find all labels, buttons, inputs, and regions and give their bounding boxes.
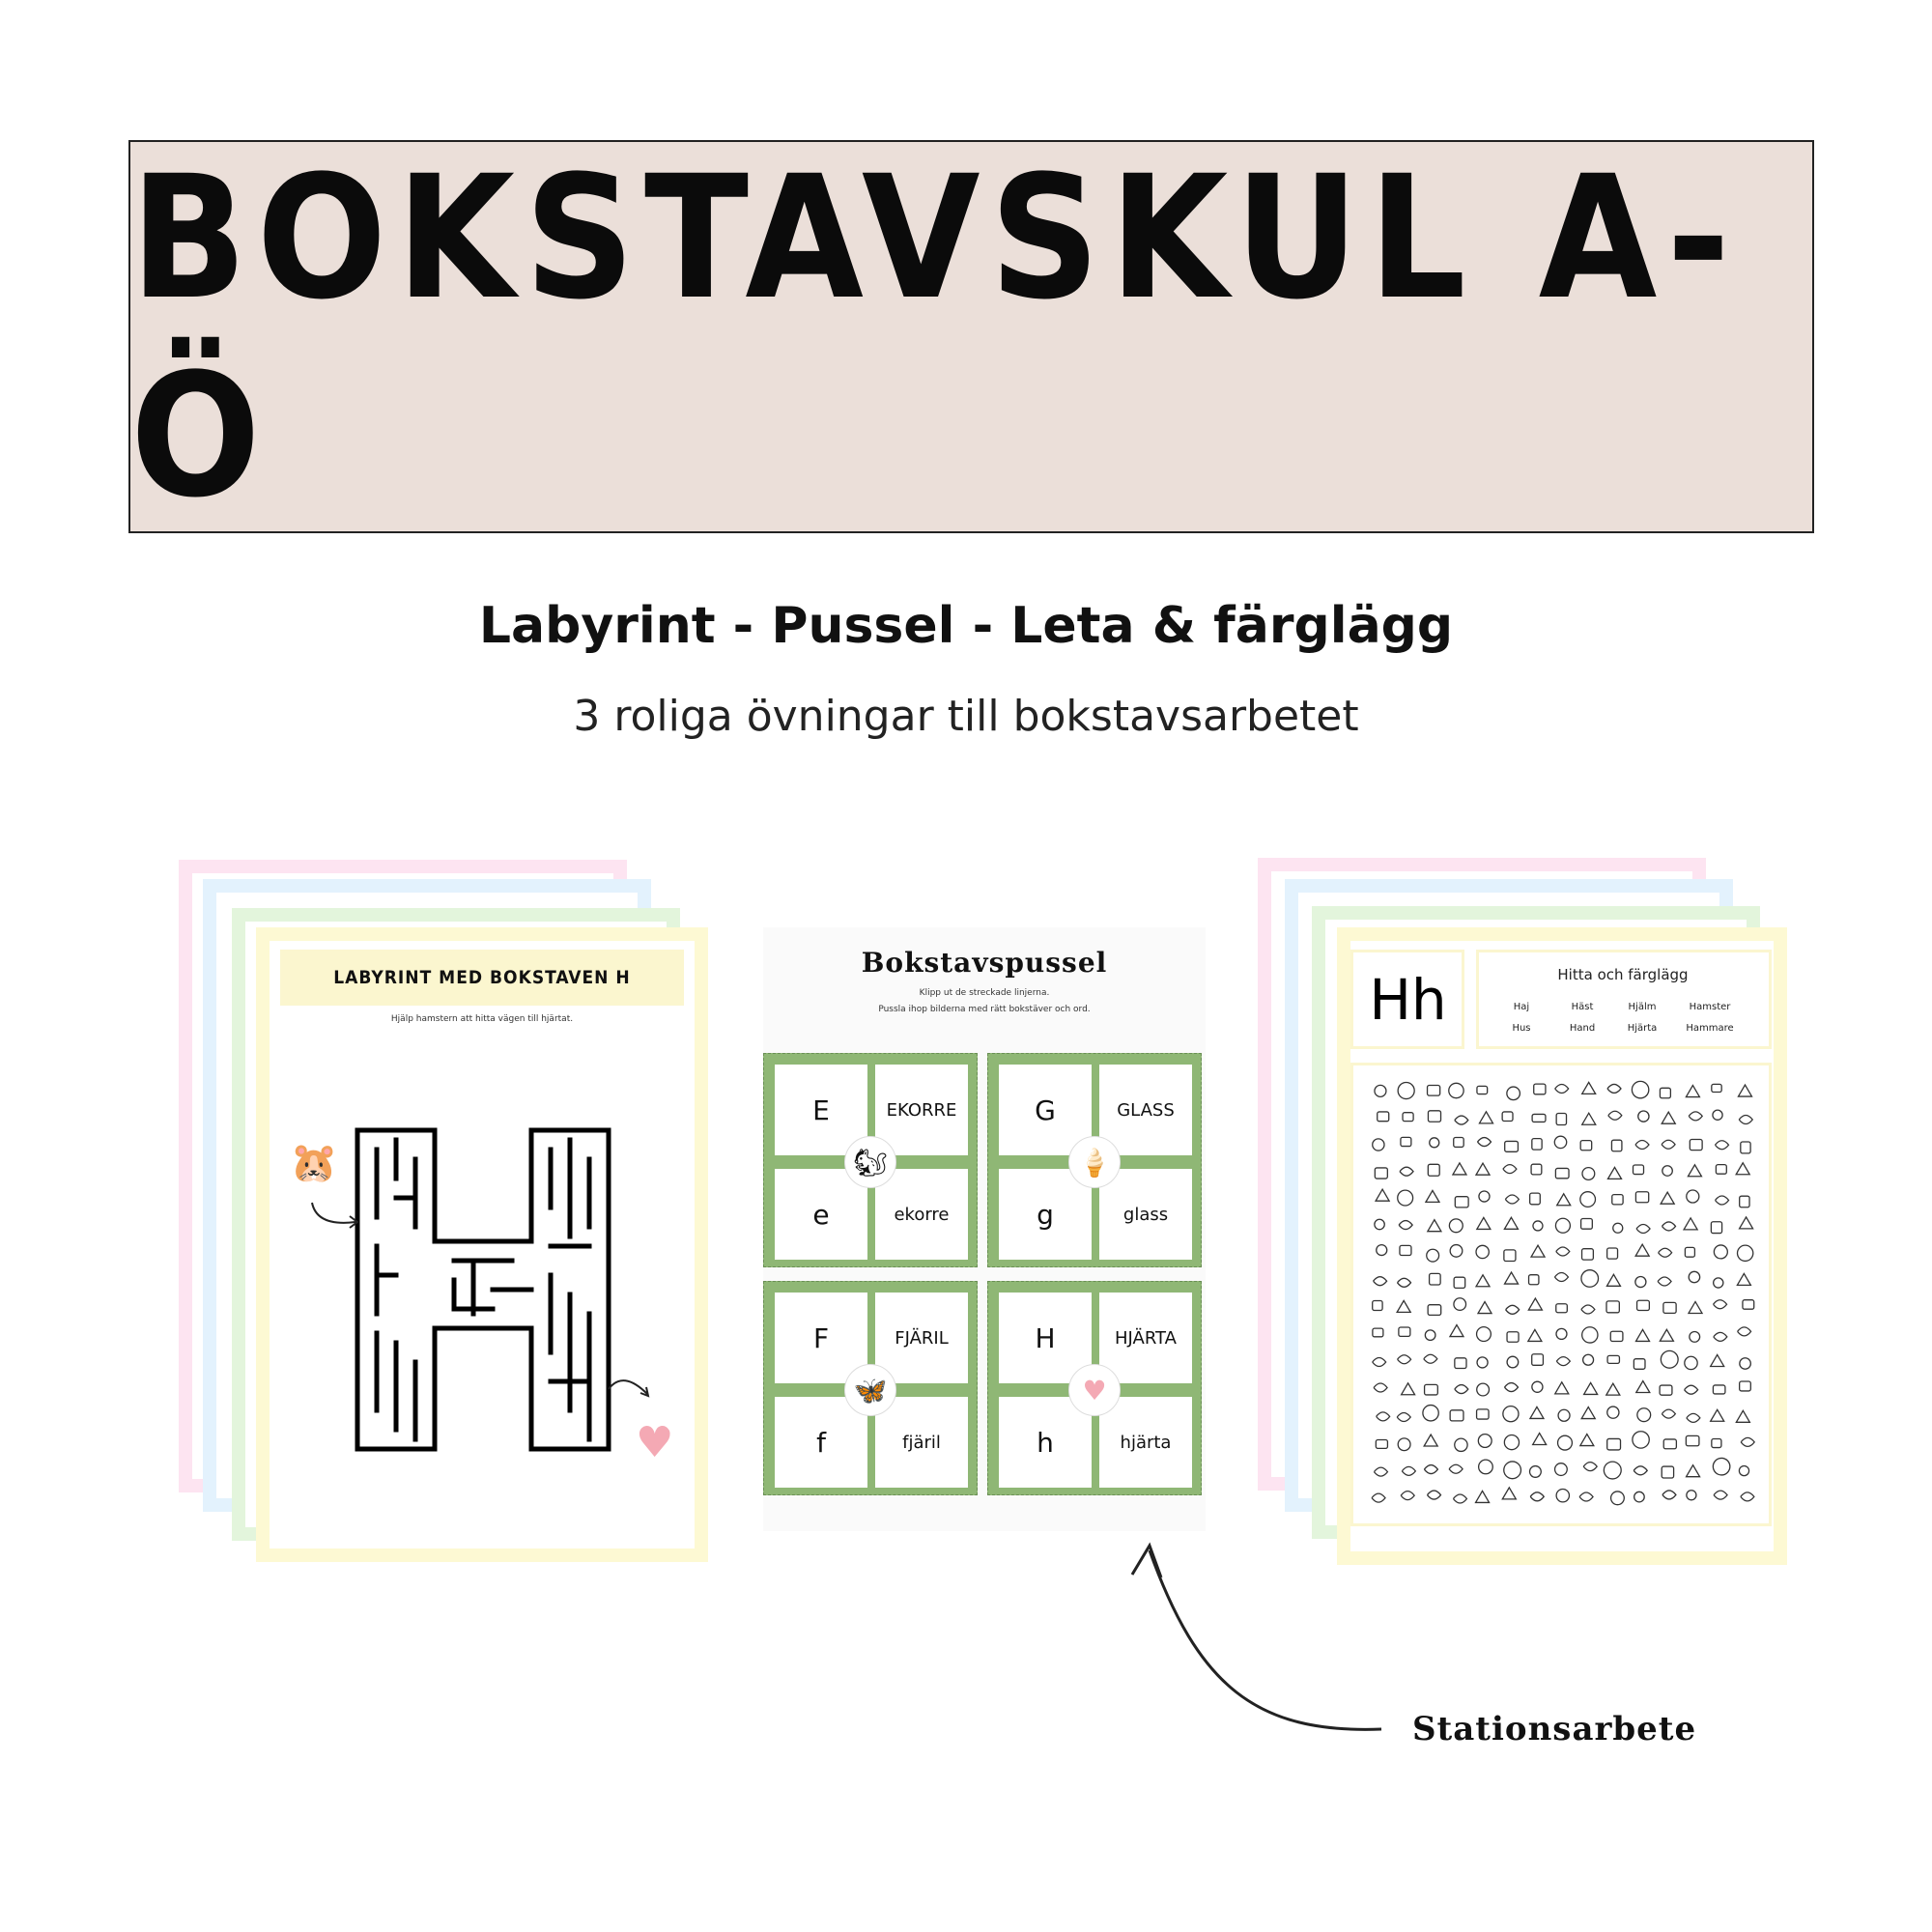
doodle-shape [1376, 1189, 1389, 1201]
doodle-shape [1736, 1163, 1749, 1175]
doodle-shape [1554, 1273, 1568, 1282]
doodle-shape [1532, 1139, 1542, 1151]
doodle-shape [1397, 1412, 1410, 1421]
card-lower-word: hjärta [1099, 1397, 1192, 1488]
doodle-shape [1424, 1465, 1437, 1474]
doodle-shape [1373, 1301, 1382, 1311]
card-upper-word: FJÄRIL [875, 1293, 968, 1383]
doodle-shape [1583, 1463, 1597, 1471]
doodle-shape [1740, 1217, 1753, 1229]
maze-header: LABYRINT MED BOKSTAVEN H [280, 950, 684, 1006]
doodle-shape [1580, 1435, 1594, 1446]
doodle-shape [1505, 1195, 1519, 1204]
doodle-shape [1580, 1192, 1596, 1208]
doodle-shape [1455, 1438, 1467, 1451]
doodle-shape [1507, 1087, 1520, 1100]
doodle-shape [1635, 1192, 1648, 1203]
card-upper-letter: E [775, 1065, 867, 1155]
doodle-shape [1741, 1437, 1754, 1446]
doodle-shape [1635, 1140, 1649, 1149]
doodle-shape [1504, 1383, 1518, 1392]
doodle-shape [1581, 1219, 1593, 1230]
doodle-shape [1686, 1435, 1699, 1445]
doodle-shape [1375, 1085, 1386, 1096]
doodle-shape [1555, 1085, 1569, 1094]
doodle-shape [1662, 1222, 1676, 1231]
doodle-shape [1661, 1350, 1678, 1368]
doodle-shape [1455, 1385, 1468, 1394]
doodle-shape [1502, 1488, 1516, 1499]
doodle-shape [1662, 1112, 1675, 1123]
doodle-shape [1476, 1491, 1490, 1502]
doodle-shape [1689, 1271, 1699, 1282]
doodle-shape [1716, 1196, 1729, 1205]
doodle-shape [1507, 1356, 1519, 1368]
doodle-shape [1376, 1439, 1387, 1448]
doodle-shape [1611, 1492, 1625, 1505]
maze-instruction: Hjälp hamstern att hitta vägen till hjärtat. [390, 1014, 574, 1024]
doodle-shape [1690, 1139, 1702, 1150]
doodle-shape [1738, 1085, 1751, 1096]
doodle-shape [1662, 1466, 1673, 1478]
doodle-shape [1556, 1357, 1570, 1366]
doodle-shape [1426, 1190, 1439, 1202]
butterfly-icon: 🦋 [844, 1364, 896, 1416]
puzzle-instruction-2: Pussla ihop bilderna med rätt bokstäver och ord. [878, 1005, 1091, 1014]
doodle-shape [1476, 1163, 1490, 1175]
word-hamster: Hamster [1689, 1002, 1731, 1012]
doodle-shape [1455, 1116, 1468, 1124]
doodle-shape [1530, 1492, 1544, 1501]
doodle-shape [1375, 1219, 1384, 1229]
doodle-shape [1685, 1385, 1698, 1394]
doodle-shape [1738, 1245, 1753, 1261]
doodle-shape [1715, 1141, 1728, 1150]
doodle-shape [1687, 1413, 1700, 1422]
doodle-shape [1581, 1305, 1595, 1314]
doodle-shape [1373, 1357, 1386, 1366]
doodle-shape [1741, 1142, 1750, 1153]
doodle-shape [1529, 1275, 1539, 1285]
doodle-shape [1450, 1325, 1463, 1337]
doodle-shape [1662, 1491, 1676, 1499]
hamster-icon: 🐹 [290, 1141, 338, 1185]
doodle-shape [1685, 1356, 1697, 1369]
doodle-shape [1579, 1492, 1593, 1501]
doodle-shape [1612, 1195, 1623, 1205]
title-banner [128, 140, 1814, 533]
word-hus: Hus [1512, 1023, 1531, 1034]
doodle-shape [1558, 1435, 1573, 1450]
doodle-shape [1582, 1249, 1594, 1260]
doodle-shape [1399, 1327, 1410, 1336]
doodle-shape [1606, 1274, 1620, 1286]
card-lower-letter: e [775, 1169, 867, 1260]
doodle-shape [1634, 1492, 1645, 1502]
doodle-shape [1504, 1435, 1519, 1450]
hidden-pictures-doodle [1364, 1074, 1760, 1517]
doodle-shape [1398, 1438, 1410, 1451]
doodle-shape [1632, 1081, 1648, 1097]
doodle-shape [1373, 1139, 1384, 1151]
doodle-shape [1689, 1112, 1702, 1121]
doodle-shape [1398, 1278, 1411, 1287]
tagline: 3 roliga övningar till bokstavsarbetet [573, 692, 1359, 741]
doodle-shape [1476, 1275, 1490, 1287]
doodle-shape [1532, 1381, 1543, 1392]
doodle-shape [1713, 1458, 1729, 1474]
doodle-shape [1712, 1439, 1721, 1448]
doodle-shape [1660, 1385, 1672, 1395]
puzzle-title: Bokstavspussel [861, 947, 1108, 979]
word-hand: Hand [1569, 1023, 1596, 1034]
doodle-shape [1607, 1248, 1618, 1259]
doodle-shape [1402, 1466, 1415, 1475]
doodle-shape [1428, 1111, 1440, 1122]
doodle-shape [1581, 1407, 1595, 1419]
doodle-shape [1584, 1382, 1598, 1394]
doodle-shape [1427, 1249, 1439, 1262]
doodle-shape [1374, 1277, 1387, 1286]
doodle-shape [1556, 1328, 1567, 1339]
doodle-shape [1606, 1301, 1619, 1313]
doodle-shape [1375, 1168, 1387, 1179]
doodle-shape [1532, 1354, 1544, 1366]
doodle-shape [1583, 1354, 1594, 1365]
doodle-shape [1533, 1434, 1547, 1445]
card-upper-word: EKORRE [875, 1065, 968, 1155]
doodle-shape [1635, 1244, 1649, 1256]
doodle-shape [1449, 1219, 1463, 1233]
doodle-shape [1377, 1245, 1387, 1256]
doodle-shape [1455, 1358, 1466, 1369]
doodle-shape [1634, 1359, 1645, 1370]
doodle-shape [1373, 1328, 1383, 1337]
doodle-shape [1531, 1245, 1545, 1257]
doodle-shape [1634, 1466, 1647, 1475]
doodle-shape [1663, 1439, 1676, 1449]
doodle-shape [1479, 1112, 1492, 1123]
doodle-shape [1662, 1140, 1675, 1149]
card-upper-word: GLASS [1099, 1065, 1192, 1155]
doodle-shape [1713, 1385, 1724, 1394]
doodle-shape [1554, 1136, 1566, 1148]
doodle-shape [1403, 1113, 1413, 1122]
doodle-shape [1425, 1384, 1438, 1395]
doodle-shape [1684, 1218, 1697, 1230]
doodle-shape [1689, 1301, 1702, 1313]
maze-graphic [285, 1121, 691, 1468]
doodle-shape [1661, 1192, 1674, 1204]
doodle-shape [1582, 1327, 1598, 1343]
doodle-shape [1425, 1330, 1435, 1341]
start-arrow-icon [307, 1198, 365, 1236]
card-upper-letter: H [999, 1293, 1092, 1383]
doodle-shape [1504, 1462, 1521, 1479]
doodle-shape [1454, 1138, 1463, 1148]
doodle-shape [1711, 1354, 1724, 1366]
doodle-shape [1503, 1406, 1519, 1422]
doodle-shape [1636, 1329, 1650, 1341]
doodle-shape [1714, 1245, 1727, 1259]
doodle-shape [1557, 1194, 1571, 1206]
doodle-shape [1479, 1191, 1490, 1202]
doodle-shape [1424, 1435, 1437, 1446]
doodle-shape [1477, 1138, 1491, 1147]
doodle-shape [1581, 1270, 1599, 1288]
hitta-title: Hitta och färglägg [1557, 966, 1689, 983]
doodle-shape [1636, 1224, 1650, 1233]
doodle-shape [1424, 1354, 1437, 1363]
doodle-shape [1739, 1465, 1748, 1475]
doodle-shape [1477, 1383, 1490, 1396]
squirrel-icon: 🐿 [844, 1136, 896, 1188]
card-upper-letter: G [999, 1065, 1092, 1155]
doodle-shape [1374, 1383, 1387, 1392]
doodle-shape [1658, 1277, 1671, 1286]
doodle-shape [1399, 1221, 1412, 1230]
doodle-shape [1449, 1464, 1463, 1473]
doodle-shape [1428, 1220, 1441, 1232]
doodle-shape [1533, 1221, 1543, 1231]
doodle-shape [1507, 1332, 1519, 1343]
card-upper-word: HJÄRTA [1099, 1293, 1192, 1383]
doodle-shape [1604, 1462, 1621, 1479]
doodle-shape [1477, 1086, 1488, 1094]
doodle-shape [1660, 1329, 1673, 1341]
doodle-shape [1477, 1217, 1491, 1229]
doodle-shape [1427, 1491, 1440, 1499]
doodle-shape [1531, 1164, 1542, 1175]
doodle-shape [1532, 1114, 1546, 1122]
doodle-shape [1398, 1355, 1411, 1364]
doodle-shape [1401, 1492, 1414, 1500]
doodle-shape [1690, 1331, 1700, 1342]
doodle-shape [1450, 1410, 1463, 1421]
doodle-shape [1608, 1111, 1622, 1120]
doodle-shape [1659, 1248, 1672, 1257]
doodle-shape [1686, 1086, 1699, 1097]
doodle-shape [1400, 1167, 1413, 1176]
doodle-shape [1449, 1083, 1463, 1097]
banner-title: BOKSTAVSKUL A-Ö [130, 138, 1740, 535]
doodle-shape [1502, 1112, 1513, 1122]
doodle-shape [1504, 1217, 1518, 1229]
doodle-shape [1634, 1165, 1644, 1175]
doodle-shape [1555, 1463, 1568, 1476]
stationsarbete-label: Stationsarbete [1412, 1710, 1697, 1748]
doodle-shape [1607, 1438, 1621, 1450]
doodle-shape [1556, 1114, 1566, 1125]
doodle-shape [1716, 1165, 1726, 1175]
doodle-shape [1505, 1272, 1519, 1284]
doodle-shape [1687, 1190, 1699, 1203]
card-lower-word: fjäril [875, 1397, 968, 1488]
doodle-shape [1714, 1300, 1727, 1309]
card-lower-letter: h [999, 1397, 1092, 1488]
doodle-shape [1423, 1406, 1438, 1421]
doodle-shape [1479, 1460, 1493, 1474]
doodle-shape [1397, 1300, 1410, 1312]
doodle-shape [1555, 1382, 1569, 1394]
doodle-shape [1454, 1277, 1465, 1288]
doodle-shape [1401, 1137, 1411, 1146]
doodle-shape [1428, 1305, 1441, 1316]
doodle-shape [1555, 1168, 1569, 1178]
doodle-shape [1714, 1278, 1723, 1288]
doodle-shape [1530, 1466, 1542, 1478]
doodle-shape [1398, 1190, 1413, 1206]
heart-icon: ♥ [1068, 1364, 1121, 1416]
doodle-shape [1582, 1082, 1596, 1094]
doodle-shape [1637, 1408, 1651, 1422]
card-lower-word: ekorre [875, 1169, 968, 1260]
doodle-shape [1477, 1409, 1489, 1419]
doodle-shape [1739, 1115, 1752, 1123]
doodle-shape [1430, 1273, 1441, 1285]
doodle-shape [1711, 1409, 1724, 1421]
doodle-shape [1608, 1167, 1622, 1179]
word-hast: Häst [1571, 1002, 1594, 1012]
doodle-shape [1377, 1412, 1390, 1421]
doodle-shape [1374, 1467, 1387, 1476]
doodle-shape [1478, 1302, 1492, 1314]
doodle-shape [1505, 1141, 1519, 1151]
word-hjarta: Hjärta [1627, 1023, 1658, 1034]
doodle-shape [1556, 1247, 1570, 1256]
doodle-shape [1607, 1406, 1619, 1418]
doodle-shape [1740, 1196, 1749, 1208]
doodle-shape [1607, 1355, 1619, 1363]
doodle-shape [1714, 1332, 1727, 1341]
doodle-shape [1663, 1302, 1676, 1313]
doodle-shape [1713, 1110, 1722, 1120]
doodle-shape [1400, 1245, 1411, 1255]
word-hjalm: Hjälm [1628, 1002, 1657, 1012]
card-lower-word: glass [1099, 1169, 1192, 1260]
doodle-shape [1504, 1250, 1516, 1262]
doodle-shape [1477, 1327, 1492, 1342]
word-haj: Haj [1513, 1002, 1530, 1012]
doodle-shape [1712, 1084, 1721, 1092]
doodle-shape [1636, 1381, 1650, 1393]
doodle-shape [1477, 1357, 1488, 1368]
doodle-shape [1613, 1223, 1623, 1233]
doodle-shape [1528, 1298, 1542, 1310]
doodle-shape [1555, 1218, 1570, 1233]
doodle-shape [1558, 1409, 1570, 1421]
doodle-shape [1687, 1491, 1696, 1500]
doodle-shape [1687, 1465, 1700, 1477]
card-lower-letter: g [999, 1169, 1092, 1260]
doodle-shape [1476, 1245, 1489, 1258]
doodle-shape [1530, 1406, 1544, 1418]
doodle-shape [1633, 1432, 1649, 1448]
letter-hh: Hh [1369, 967, 1447, 1033]
doodle-shape [1450, 1245, 1463, 1258]
doodle-shape [1580, 1141, 1592, 1151]
doodle-shape [1738, 1327, 1751, 1336]
doodle-shape [1430, 1138, 1439, 1148]
doodle-shape [1455, 1197, 1468, 1208]
ice-cream-icon: 🍦 [1068, 1136, 1121, 1188]
doodle-shape [1556, 1490, 1569, 1502]
doodle-shape [1453, 1494, 1466, 1503]
doodle-shape [1428, 1164, 1439, 1176]
card-lower-letter: f [775, 1397, 867, 1488]
doodle-shape [1611, 1140, 1621, 1151]
doodle-shape [1637, 1300, 1650, 1310]
doodle-shape [1528, 1329, 1542, 1341]
doodle-shape [1711, 1222, 1721, 1234]
doodle-shape [1606, 1383, 1620, 1395]
doodle-shape [1428, 1085, 1440, 1095]
card-upper-letter: F [775, 1293, 867, 1383]
doodle-shape [1506, 1305, 1520, 1314]
doodle-shape [1737, 1273, 1750, 1285]
curved-arrow-icon [1111, 1531, 1401, 1753]
doodle-shape [1662, 1166, 1672, 1176]
doodle-shape [1582, 1168, 1595, 1180]
doodle-shape [1372, 1493, 1385, 1502]
heart-icon: ♥ [636, 1418, 674, 1467]
puzzle-instruction-1: Klipp ut de streckade linjerna. [919, 988, 1050, 998]
doodle-shape [1556, 1304, 1568, 1313]
doodle-shape [1714, 1491, 1727, 1499]
doodle-shape [1660, 1088, 1670, 1097]
doodle-shape [1607, 1084, 1621, 1093]
doodle-shape [1398, 1083, 1414, 1099]
doodle-shape [1378, 1112, 1389, 1122]
doodle-shape [1530, 1193, 1541, 1205]
end-arrow-icon [604, 1370, 657, 1408]
doodle-shape [1635, 1277, 1646, 1288]
doodle-shape [1638, 1111, 1649, 1122]
doodle-shape [1688, 1165, 1701, 1177]
doodle-shape [1685, 1247, 1694, 1257]
doodle-shape [1741, 1492, 1754, 1501]
doodle-shape [1402, 1383, 1415, 1395]
doodle-shape [1610, 1331, 1623, 1341]
doodle-shape [1582, 1113, 1596, 1124]
word-box [1476, 950, 1772, 1049]
doodle-shape [1478, 1435, 1492, 1448]
word-hammare: Hammare [1686, 1023, 1734, 1034]
subtitle: Labyrint - Pussel - Leta & färglägg [478, 597, 1454, 655]
doodle-shape [1740, 1358, 1750, 1369]
doodle-shape [1736, 1410, 1749, 1422]
doodle-shape [1662, 1409, 1675, 1418]
doodle-shape [1503, 1165, 1517, 1174]
doodle-shape [1534, 1084, 1546, 1094]
doodle-shape [1740, 1381, 1751, 1391]
doodle-shape [1453, 1163, 1466, 1175]
doodle-shape [1743, 1300, 1754, 1310]
doodle-shape [1454, 1298, 1466, 1311]
